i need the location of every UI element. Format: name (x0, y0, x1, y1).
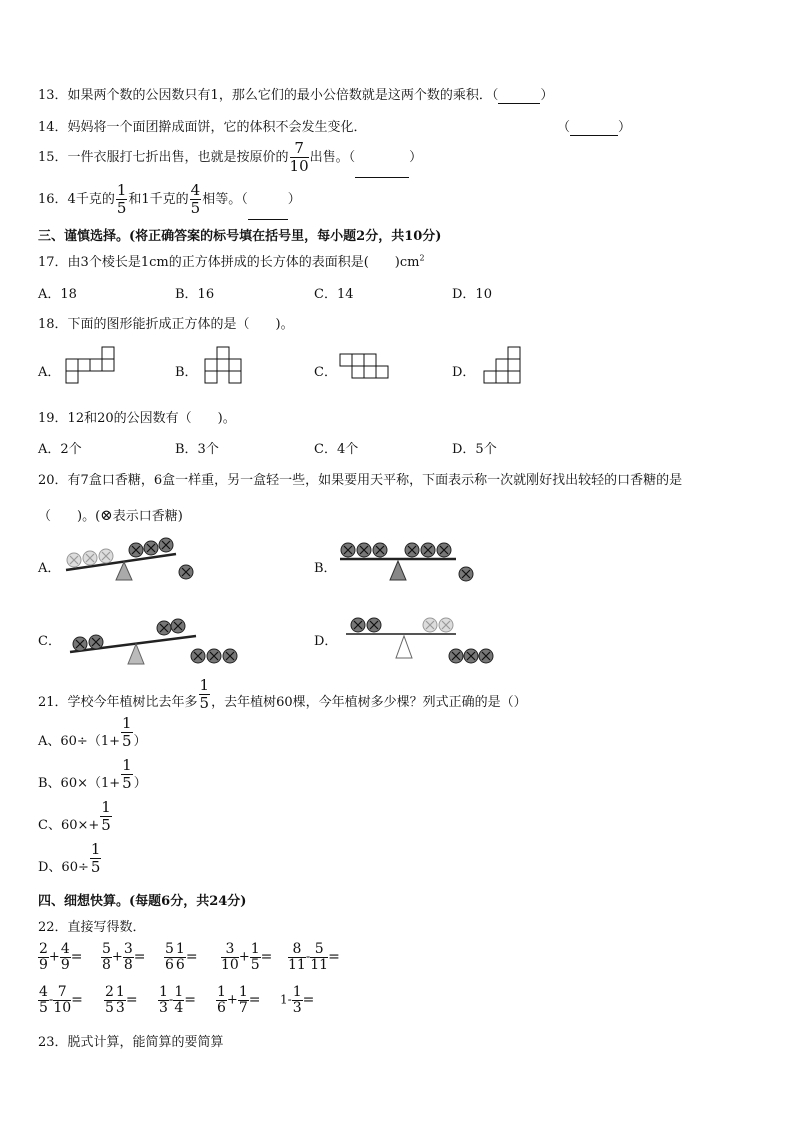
balance-b (338, 538, 478, 586)
calc-operator: - (168, 992, 174, 1008)
fraction: $\frac{1}{5}$ (116, 181, 127, 217)
question-21: 21．学校今年植树比去年多 $\frac{1}{5}$ ，去年植树60棵，今年植树多少棵？列式正确的是（） (38, 676, 527, 712)
q19-option-b[interactable]: B．3个 (175, 442, 219, 457)
calc-item (38, 985, 83, 1015)
calc-fraction: $\frac{4}{9}$ (60, 941, 70, 973)
calc-operator: + (238, 949, 250, 965)
q20-option-a[interactable]: A． (38, 561, 61, 576)
q17-option-c[interactable]: C．14 (314, 287, 354, 302)
calc-fraction: $\frac{1}{3}$ (115, 984, 125, 1016)
calc-equals: = (125, 992, 138, 1009)
cube-net-b (203, 345, 243, 385)
calc-item (101, 942, 145, 972)
q18-option-c[interactable]: C． (314, 365, 337, 380)
q21-option-a[interactable]: A、60÷（1+ $\frac{1}{5}$ ） (38, 714, 147, 750)
calc-fraction: $\frac{7}{10}$ (53, 984, 72, 1016)
calc-item (158, 985, 196, 1015)
fraction: $\frac{1}{5}$ (122, 756, 132, 792)
calc-fraction: $\frac{1}{5}$ (250, 941, 260, 973)
fraction: $\frac{1}{5}$ (122, 714, 132, 750)
calc-fraction: $\frac{8}{11}$ (288, 941, 306, 973)
calc-item (38, 942, 82, 972)
q20-option-b[interactable]: B． (314, 561, 337, 576)
q20-option-c[interactable]: C． (38, 634, 61, 649)
calc-fraction: $\frac{2}{9}$ (39, 941, 48, 973)
fraction: $\frac{4}{5}$ (190, 181, 201, 217)
calc-item (164, 942, 198, 972)
calc-item (216, 985, 260, 1015)
answer-blank[interactable] (355, 139, 409, 178)
balance-c (68, 606, 248, 664)
gum-icon: ⊗ (100, 506, 113, 524)
question-17: 17．由3个棱长是1cm的正方体拼成的长方体的表面积是( )$cm^2$ (38, 253, 425, 270)
calc-fraction: $\frac{5}{11}$ (310, 941, 329, 973)
fraction: $\frac{7}{10}$ (289, 139, 309, 175)
calc-item (104, 985, 138, 1015)
answer-blank[interactable] (570, 120, 618, 136)
calc-fraction: $\frac{3}{10}$ (221, 941, 239, 973)
calc-equals: = (184, 992, 196, 1009)
calc-fraction: $\frac{1}{3}$ (292, 984, 302, 1016)
calc-fraction: $\frac{1}{7}$ (238, 984, 248, 1016)
q13-text: 13．如果两个数的公因数只有1，那么它们的最小公倍数就是这两个数的乘积．（ (38, 88, 499, 103)
calc-fraction: $\frac{5}{8}$ (102, 941, 111, 973)
answer-blank[interactable] (248, 181, 288, 220)
q19-option-d[interactable]: D．5个 (452, 442, 497, 457)
calc-operator: - (305, 949, 311, 965)
calc-equals: = (185, 949, 198, 966)
q21-option-c[interactable]: C、60×+ $\frac{1}{5}$ (38, 798, 111, 834)
question-16: 16．4千克的 $\frac{1}{5}$ 和1千克的 $\frac{4}{5}$ 相等。（ ） (38, 181, 301, 220)
q18-option-b[interactable]: B． (175, 365, 198, 380)
q18-option-d[interactable]: D． (452, 365, 476, 380)
calc-equals: = (133, 949, 146, 966)
calc-equals: = (71, 992, 83, 1009)
q17-option-b[interactable]: B．16 (175, 287, 215, 302)
calc-fraction: $\frac{1}{6}$ (217, 984, 226, 1016)
calc-fraction: $\frac{1}{6}$ (175, 941, 185, 973)
q14-text: 14．妈妈将一个面团擀成面饼，它的体积不会发生变化． (38, 120, 367, 135)
calc-item (280, 985, 314, 1015)
calc-operator: + (48, 949, 60, 965)
calc-item (221, 942, 272, 972)
balance-d (344, 612, 504, 668)
question-20: 20．有7盒口香糖，6盒一样重，另一盒轻一些，如果要用天平称，下面表示称一次就刚好找出较轻的口香糖的是 (38, 473, 683, 488)
question-18: 18．下面的图形能折成正方体的是（ )。 (38, 317, 294, 332)
q21-option-b[interactable]: B、60×（1+ $\frac{1}{5}$ ） (38, 756, 147, 792)
calc-operator: - (48, 992, 54, 1008)
calc-equals: = (248, 992, 261, 1009)
balance-a (64, 532, 204, 586)
q21-option-d[interactable]: D、60÷ $\frac{1}{5}$ (38, 840, 101, 876)
question-22: 22．直接写得数． (38, 920, 146, 935)
calc-fraction: $\frac{1}{4}$ (174, 984, 184, 1016)
cube-net-c (338, 352, 390, 382)
fraction: $\frac{1}{5}$ (90, 840, 101, 876)
section-3-heading: 三、谨慎选择。(将正确答案的标号填在括号里，每小题2分，共10分) (38, 229, 442, 244)
calc-fraction: $\frac{5}{6}$ (165, 941, 174, 973)
q17-option-a[interactable]: A．18 (38, 287, 77, 302)
calc-text: 1- (280, 992, 292, 1007)
question-13: 13．如果两个数的公因数只有1，那么它们的最小公倍数就是这两个数的乘积．（ ） (38, 88, 554, 103)
calc-fraction: $\frac{4}{5}$ (39, 984, 48, 1016)
q19-option-c[interactable]: C．4个 (314, 442, 359, 457)
calc-equals: = (302, 992, 315, 1009)
q14-answer: （ ） (557, 120, 632, 135)
q18-option-a[interactable]: A． (38, 365, 61, 380)
calc-operator: + (111, 949, 123, 965)
calc-item (288, 942, 340, 972)
calc-equals: = (328, 949, 340, 966)
q20-option-d[interactable]: D． (314, 634, 338, 649)
q19-option-a[interactable]: A．2个 (38, 442, 82, 457)
calc-fraction: $\frac{1}{3}$ (159, 984, 168, 1016)
question-20-line2: （ )。(⊗表示口香糖) (38, 506, 183, 524)
question-14 (38, 116, 367, 135)
q17-option-d[interactable]: D．10 (452, 287, 492, 302)
question-15: 15．一件衣服打七折出售，也就是按原价的 $\frac{7}{10}$ 出售。（ ） (38, 139, 422, 178)
calc-equals: = (70, 949, 83, 966)
calc-fraction: $\frac{2}{5}$ (105, 984, 114, 1016)
cube-net-d (482, 345, 524, 385)
question-23: 23．脱式计算，能简算的要简算 (38, 1035, 224, 1050)
question-19: 19．12和20的公因数有（ )。 (38, 411, 236, 426)
fraction: $\frac{1}{5}$ (101, 798, 111, 834)
section-4-heading: 四、细想快算。(每题6分，共24分) (38, 894, 247, 909)
calc-fraction: $\frac{3}{8}$ (123, 941, 133, 973)
calc-operator: + (226, 992, 238, 1008)
cube-net-a (64, 345, 116, 385)
fraction: $\frac{1}{5}$ (199, 676, 210, 712)
answer-blank[interactable] (498, 88, 540, 104)
calc-equals: = (260, 949, 273, 966)
